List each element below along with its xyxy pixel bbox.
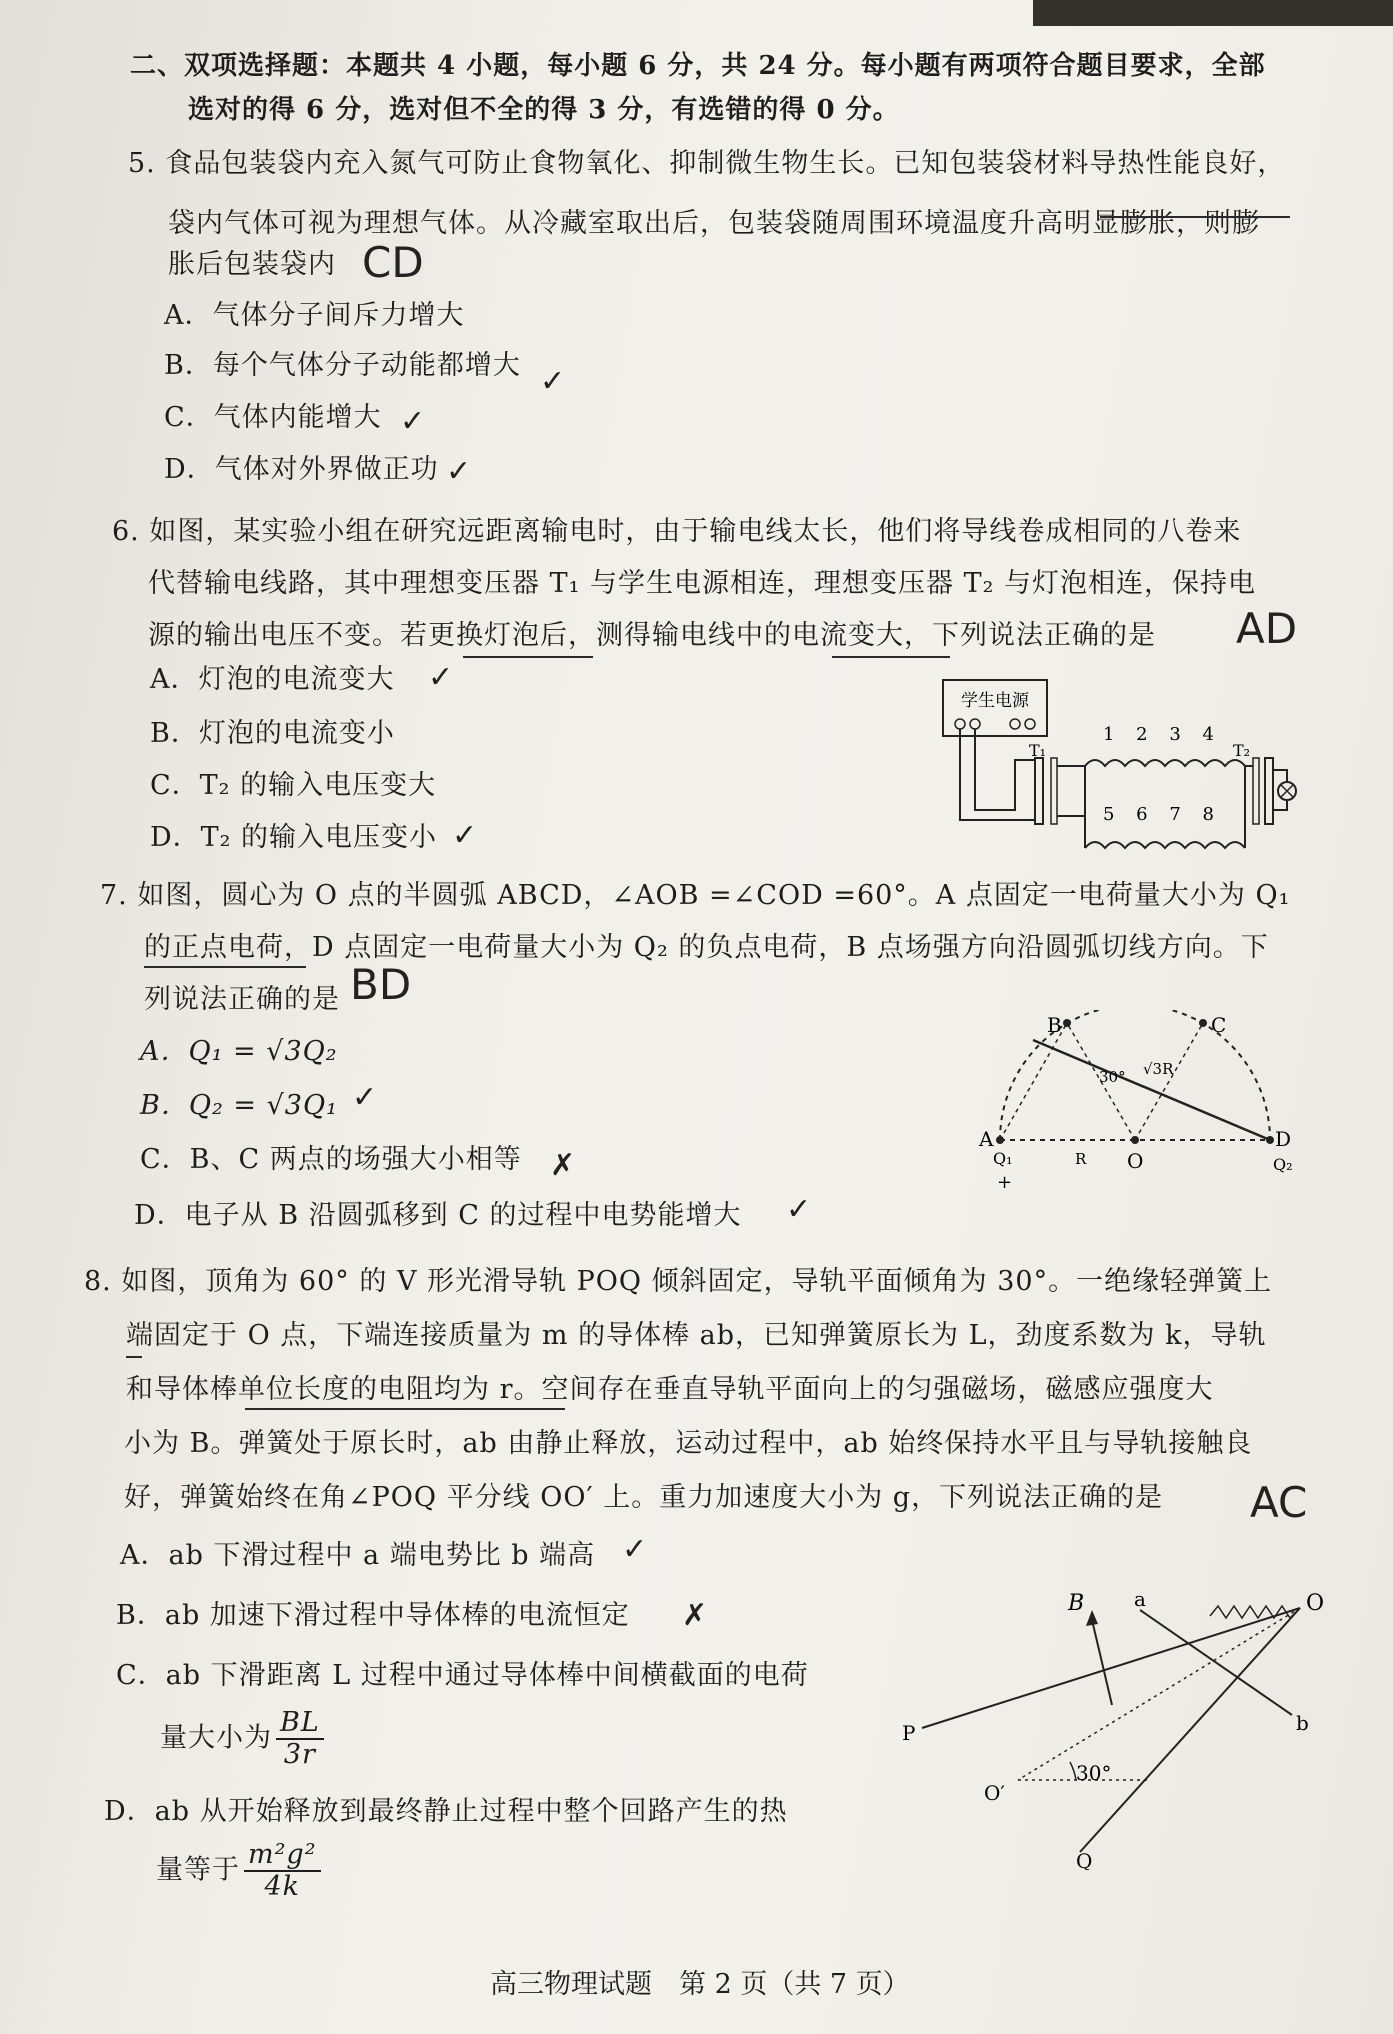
note-q2: Q₂ — [1273, 1155, 1293, 1174]
q7-option-c: C．B、C 两点的场强大小相等 — [140, 1144, 522, 1175]
q8-handwritten-answer: AC — [1250, 1478, 1308, 1527]
q5-stem-line2: 袋内气体可视为理想气体。从冷藏室取出后，包装袋随周围环境温度升高明显膨胀，则膨 — [168, 208, 1260, 239]
q6-stem-line3: 源的输出电压不变。若更换灯泡后，测得输电线中的电流变大，下列说法正确的是 — [148, 620, 1156, 651]
power-supply-label: 学生电源 — [961, 691, 1029, 711]
q7-option-b: B．Q₂ = √3Q₁ — [140, 1090, 338, 1121]
q8-option-c: C．ab 下滑距离 L 过程中通过导体棒中间横截面的电荷 — [116, 1660, 809, 1691]
note-30: 30° — [1099, 1068, 1126, 1086]
fig8-label-p: P — [902, 1721, 916, 1745]
note-plus: + — [997, 1172, 1013, 1193]
q8-option-d: D．ab 从开始释放到最终静止过程中整个回路产生的热 — [104, 1796, 788, 1827]
q8-option-d-fraction — [244, 1840, 321, 1902]
fig8-label-b: B — [1068, 1591, 1085, 1616]
label-a: A — [979, 1127, 994, 1151]
rod-ab — [1140, 1610, 1292, 1715]
coils-bottom-numbers: 5 6 7 8 — [1103, 804, 1222, 825]
section-heading-line2: 选对的得 6 分，选对但不全的得 3 分，有选错的得 0 分。 — [188, 95, 900, 125]
q8-stem-line5: 好，弹簧始终在角∠POQ 平分线 OO′ 上。重力加速度大小为 g，下列说法正确的是 — [124, 1482, 1164, 1513]
q8-option-a: A．ab 下滑过程中 a 端电势比 b 端高 — [120, 1540, 596, 1571]
q7-semicircle-figure — [975, 1010, 1315, 1200]
q5-option-d-mark: ✓ — [446, 454, 472, 489]
bisector-oo — [1018, 1608, 1300, 1780]
q8-underline-1 — [126, 1356, 142, 1358]
q8-rail-figure — [900, 1580, 1340, 1870]
q7-option-d-mark: ✓ — [786, 1192, 812, 1227]
q5-option-c: C．气体内能增大 — [164, 402, 382, 433]
q6-handwritten-answer: AD — [1236, 604, 1298, 653]
q8-underline-2 — [245, 1408, 565, 1410]
q8-c-num: BL — [276, 1708, 324, 1740]
q8-option-c-fraction — [276, 1708, 324, 1770]
q6-option-a-mark: ✓ — [428, 660, 454, 695]
q7-stem-line3: 列说法正确的是 — [144, 984, 340, 1015]
label-d: D — [1275, 1127, 1292, 1151]
rail-op — [922, 1608, 1300, 1728]
q8-option-a-mark: ✓ — [622, 1532, 648, 1567]
q5-option-b: B．每个气体分子动能都增大 — [164, 350, 521, 381]
q6-stem-line1: 6. 如图，某实验小组在研究远距离输电时，由于输电线太长，他们将导线卷成相同的八卷来 — [112, 516, 1242, 547]
q8-c-den: 3r — [283, 1739, 316, 1770]
q6-circuit-figure — [935, 670, 1320, 865]
q8-option-b: B．ab 加速下滑过程中导体棒的电流恒定 — [116, 1600, 630, 1631]
q8-option-b-mark: ✗ — [682, 1598, 708, 1633]
section-heading-line1: 二、双项选择题：本题共 4 小题，每小题 6 分，共 24 分。每小题有两项符合题目要求，全部 — [130, 51, 1266, 81]
q5-handwritten-answer: CD — [362, 238, 424, 287]
t2-core — [1265, 758, 1273, 824]
q8-stem-line4: 小为 B。弹簧处于原长时，ab 由静止释放，运动过程中，ab 始终保持水平且与导轨接触良 — [124, 1428, 1253, 1459]
coils-top — [1085, 760, 1245, 766]
q6-stem-line2: 代替输电线路，其中理想变压器 T₁ 与学生电源相连，理想变压器 T₂ 与灯泡相连，保持电 — [148, 568, 1256, 599]
q7-stem-line2: 的正点电荷，D 点固定一电荷量大小为 Q₂ 的负点电荷，B 点场强方向沿圆弧切线方向。下 — [144, 932, 1269, 963]
fig8-label-o-prime: O′ — [984, 1781, 1005, 1805]
q8-d-den: 4k — [264, 1871, 301, 1902]
t1-core — [1035, 758, 1043, 824]
q7-option-b-mark: ✓ — [352, 1080, 378, 1115]
q8-stem-line3: 和导体棒单位长度的电阻均为 r。空间存在垂直导轨平面向上的匀强磁场，磁感应强度大 — [126, 1374, 1214, 1405]
q5-option-d: D．气体对外界做正功 — [164, 454, 439, 485]
q8-option-c-line2 — [160, 1708, 328, 1770]
tangent-line — [1033, 1040, 1270, 1140]
q7-option-c-mark: ✗ — [550, 1148, 576, 1183]
q8-d-num: m²g² — [244, 1840, 321, 1872]
q7-handwritten-answer: BD — [350, 960, 412, 1009]
q8-option-d-tail: 量等于 — [156, 1854, 240, 1886]
fig8-label-a: a — [1134, 1587, 1146, 1611]
coils-bottom — [1085, 842, 1245, 848]
q8-option-d-line2 — [156, 1840, 325, 1902]
q5-option-c-mark: ✓ — [400, 404, 426, 439]
q5-option-b-mark: ✓ — [540, 364, 566, 399]
q5-stem-line1: 5. 食品包装袋内充入氮气可防止食物氧化、抑制微生物生长。已知包装袋材料导热性能良好， — [128, 148, 1286, 179]
q7-option-d: D．电子从 B 沿圆弧移到 C 的过程中电势能增大 — [134, 1200, 742, 1231]
fig8-label-o: O — [1306, 1591, 1325, 1616]
q7-stem-line1: 7. 如图，圆心为 O 点的半圆弧 ABCD，∠AOB =∠COD =60°。A 点固定一电荷量大小为 Q₁ — [100, 880, 1291, 911]
note-q1: Q₁ — [993, 1149, 1013, 1168]
note-r: R — [1075, 1150, 1087, 1168]
note-root3r: √3R — [1143, 1060, 1174, 1078]
q5-underline-mark — [1100, 216, 1290, 218]
q6-option-d-mark: ✓ — [452, 818, 478, 853]
page-footer: 高三物理试题 第 2 页（共 7 页） — [490, 1969, 910, 2000]
q8-option-c-tail: 量大小为 — [160, 1722, 272, 1754]
fig8-label-rod-b: b — [1296, 1711, 1309, 1735]
label-b: B — [1047, 1013, 1062, 1037]
q5-option-a: A．气体分子间斥力增大 — [164, 300, 465, 331]
q6-underline-2 — [832, 656, 950, 658]
q6-underline-1 — [463, 656, 593, 658]
q7-option-a: A．Q₁ = √3Q₂ — [140, 1036, 338, 1067]
field-b-arrow — [1092, 1620, 1112, 1705]
t1-label: T₁ — [1029, 741, 1047, 760]
q6-option-a: A．灯泡的电流变大 — [150, 664, 395, 695]
q5-stem-line3: 胀后包装袋内 — [168, 249, 336, 280]
t2-label: T₂ — [1233, 741, 1251, 760]
fig8-label-q: Q — [1076, 1849, 1093, 1870]
label-c: C — [1211, 1013, 1227, 1037]
q6-option-d: D．T₂ 的输入电压变小 — [150, 822, 438, 853]
q6-option-c: C．T₂ 的输入电压变大 — [150, 770, 437, 801]
coils-top-numbers: 1 2 3 4 — [1103, 724, 1222, 745]
label-o: O — [1127, 1149, 1144, 1173]
semicircle-arc — [1000, 1010, 1270, 1140]
fig8-angle: 30° — [1076, 1761, 1112, 1785]
q7-underline-mark — [144, 966, 306, 968]
page-corner-shadow — [1033, 0, 1393, 26]
q8-stem-line2: 端固定于 O 点，下端连接质量为 m 的导体棒 ab，已知弹簧原长为 L，劲度系数为 k，导轨 — [126, 1320, 1267, 1351]
q8-stem-line1: 8. 如图，顶角为 60° 的 V 形光滑导轨 POQ 倾斜固定，导轨平面倾角为 30°。一绝缘轻弹簧上 — [84, 1266, 1273, 1297]
q6-option-b: B．灯泡的电流变小 — [150, 718, 395, 749]
